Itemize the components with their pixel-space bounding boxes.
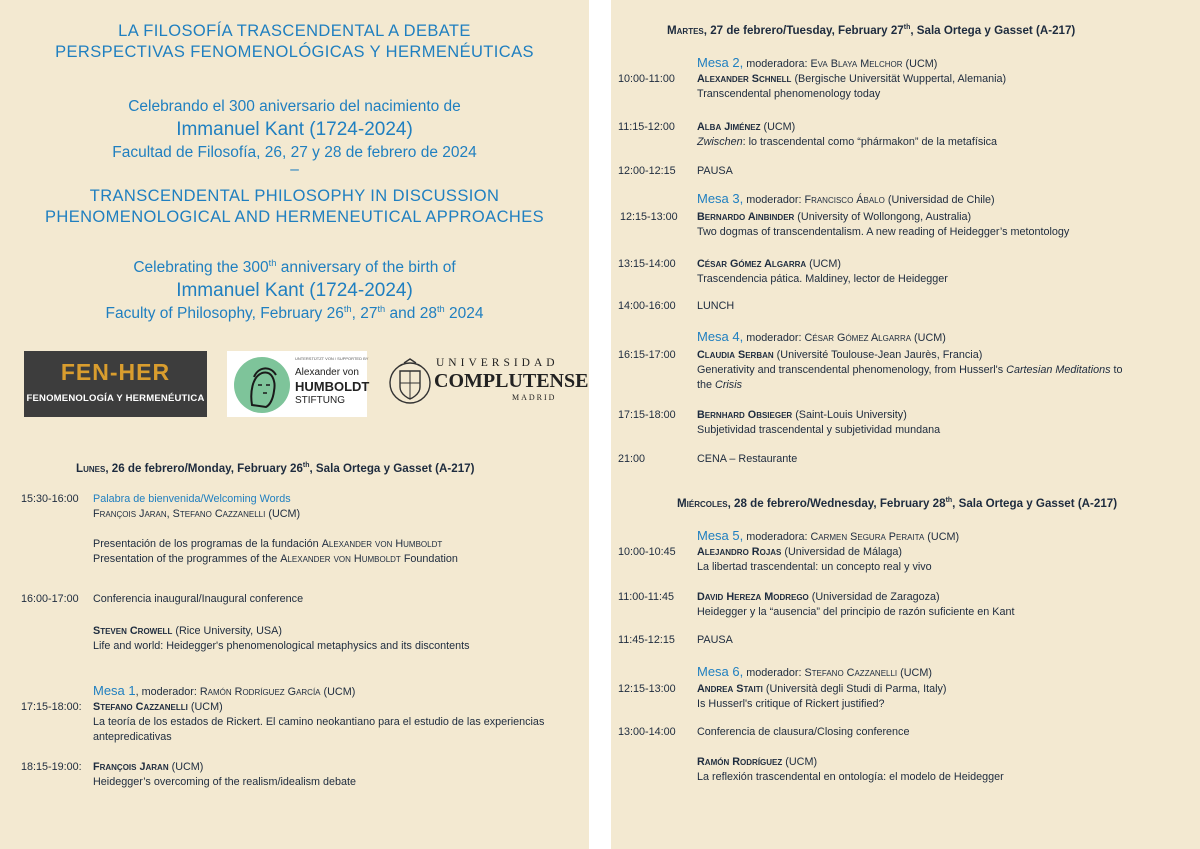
talk-title: Heidegger y la “ausencia” del principio de razón suficiente en Kant: [697, 606, 1015, 618]
talk-title: La teoría de los estados de Rickert. El camino neokantiano para el estudio de las experiencias: [93, 716, 545, 728]
time: 13:15-14:00: [618, 258, 676, 270]
talk-title-cont: the Crisis: [697, 379, 743, 391]
mesa-6-heading: Mesa 6, moderador: Stefano Cazzanelli (UCM): [697, 664, 932, 679]
session-title: Conferencia inaugural/Inaugural conference: [93, 593, 304, 605]
schedule-row-dinner: [618, 452, 1193, 468]
header-es: [0, 21, 589, 63]
schedule-row-serban: [618, 348, 1193, 396]
time: 12:00-12:15: [618, 165, 676, 177]
time: 10:00-10:45: [618, 546, 676, 558]
speaker: Ramón Rodríguez (UCM): [697, 756, 818, 768]
time: 18:15-19:00:: [21, 761, 82, 773]
time: 10:00-11:00: [618, 73, 675, 85]
talk-title: Life and world: Heidegger's phenomenological metaphysics and its discontents: [93, 640, 470, 652]
time: 21:00: [618, 453, 646, 465]
time: 16:00-17:00: [21, 593, 79, 605]
ucm-crest-icon: [388, 355, 432, 411]
schedule-row-closing: [618, 725, 1193, 785]
speaker: Alejandro Rojas (Universidad de Málaga): [697, 546, 903, 558]
right-page: [611, 0, 1200, 849]
monday-heading: Lunes, 26 de febrero/Monday, February 26th, Sala Ortega y Gasset (A-217): [76, 462, 475, 475]
faculty-es: Facultad de Filosofía, 26, 27 y 28 de febrero de 2024: [112, 144, 477, 161]
tuesday-heading: Martes, 27 de febrero/Tuesday, February 27th, Sala Ortega y Gasset (A-217): [667, 24, 1076, 37]
session-title: Conferencia de clausura/Closing conference: [697, 726, 910, 738]
schedule-row-rojas: [618, 545, 1193, 577]
talk-title: Is Husserl's critique of Rickert justified?: [697, 698, 885, 710]
session-title: LUNCH: [697, 300, 735, 312]
time: 16:15-17:00: [618, 349, 676, 361]
mesa-2-heading: Mesa 2, moderadora: Eva Blaya Melchor (UCM): [697, 55, 938, 70]
talk-title: Zwischen: lo trascendental como “phármakon” de la metafísica: [697, 136, 998, 148]
schedule-row-gomez: [618, 257, 1193, 289]
speaker: Alba Jiménez (UCM): [697, 121, 796, 133]
talk-title: La reflexión trascendental en ontología: el modelo de Heidegger: [697, 771, 1004, 783]
mesa-4-heading: Mesa 4, moderador: César Gómez Algarra (UCM): [697, 329, 946, 344]
time: 13:00-14:00: [618, 726, 676, 738]
header-en: [0, 186, 589, 228]
title-en-line1: TRANSCENDENTAL PHILOSOPHY IN DISCUSSION: [89, 187, 500, 205]
schedule-row-cazzanelli: [21, 700, 581, 745]
schedule-row-pausa-1: [618, 164, 1193, 180]
time: 17:15-18:00:: [21, 701, 82, 713]
title-en-line2: PHENOMENOLOGICAL AND HERMENEUTICAL APPROACHES: [44, 208, 545, 226]
schedule-row-pausa-2: [618, 633, 1193, 649]
wednesday-heading: Miércoles, 28 de febrero/Wednesday, February 28th, Sala Ortega y Gasset (A-217): [677, 497, 1118, 510]
schedule-row-obsieger: [618, 408, 1193, 440]
presentation-es: Presentación de los programas de la fundación Alexander von Humboldt: [93, 538, 443, 550]
talk-title: Heidegger’s overcoming of the realism/idealism debate: [93, 776, 357, 788]
talk-title: Trascendencia pática. Maldiney, lector de Heidegger: [697, 273, 948, 285]
left-page: [0, 0, 589, 849]
schedule-row-staiti: [618, 682, 1193, 714]
time: 11:15-12:00: [618, 121, 675, 133]
speaker: Andrea Staiti (Università degli Studi di Parma, Italy): [697, 683, 947, 695]
schedule-row-inaugural: [21, 592, 581, 657]
celebrating-es: Celebrando el 300 aniversario del nacimiento de: [128, 98, 461, 115]
time: 15:30-16:00: [21, 493, 79, 505]
schedule-row-lunch: [618, 299, 1193, 315]
talk-title: Two dogmas of transcendentalism. A new reading of Heidegger’s metontology: [697, 226, 1070, 238]
faculty-en: Faculty of Philosophy, February 26th, 27th and 28th 2024: [105, 303, 484, 322]
kant-en: Immanuel Kant (1724-2024): [176, 280, 413, 301]
talk-title: Transcendental phenomenology today: [697, 88, 881, 100]
speaker: Bernardo Ainbinder (University of Wollongong, Australia): [697, 211, 972, 223]
ucm-logo: UNIVERSIDAD COMPLUTENSE MADRID: [388, 351, 578, 417]
celebration-en: [0, 257, 589, 324]
talk-title: Generativity and transcendental phenomenology, from Husserl's Cartesian Meditations to: [697, 364, 1123, 376]
speaker: Alexander Schnell (Bergische Universität Wuppertal, Alemania): [697, 73, 1007, 85]
title-es-line1: LA FILOSOFÍA TRASCENDENTAL A DEBATE: [118, 22, 471, 40]
schedule-row-welcome: [21, 492, 581, 572]
time: 12:15-13:00: [618, 683, 676, 695]
speaker: François Jaran (UCM): [93, 761, 204, 773]
speakers: François Jaran, Stefano Cazzanelli (UCM): [93, 508, 301, 520]
title-es-line2: PERSPECTIVAS FENOMENOLÓGICAS Y HERMENÉUTICAS: [55, 43, 534, 61]
speaker: Steven Crowell (Rice University, USA): [93, 625, 282, 637]
talk-title: Subjetividad trascendental y subjetividad mundana: [697, 424, 941, 436]
mesa-5-heading: Mesa 5, moderadora: Carmen Segura Peraita (UCM): [697, 528, 960, 543]
humboldt-portrait-icon: [232, 355, 292, 415]
celebration-es: [0, 96, 589, 177]
talk-title: La libertad trascendental: un concepto real y vivo: [697, 561, 932, 573]
speaker: Stefano Cazzanelli (UCM): [93, 701, 223, 713]
speaker: Bernhard Obsieger (Saint-Louis University): [697, 409, 907, 421]
schedule-row-ainbinder: [620, 210, 1193, 242]
schedule-row-schnell: [618, 72, 1193, 104]
time: 17:15-18:00: [618, 409, 676, 421]
session-title: PAUSA: [697, 634, 733, 646]
session-title: PAUSA: [697, 165, 733, 177]
fenher-logo: FEN-HER FENOMENOLOGÍA Y HERMENÉUTICA: [24, 351, 207, 417]
speaker: César Gómez Algarra (UCM): [697, 258, 841, 270]
time: 12:15-13:00: [620, 211, 678, 223]
schedule-row-jaran: [21, 760, 581, 792]
schedule-row-jimenez: [618, 120, 1193, 152]
presentation-en: Presentation of the programmes of the Alexander von Humboldt Foundation: [93, 553, 458, 565]
celebrating-en: Celebrating the 300th anniversary of the birth of: [133, 257, 456, 276]
schedule-row-hereza: [618, 590, 1193, 622]
humboldt-logo: UNTERSTÜTZT VON / SUPPORTED BY Alexander von HUMBOLDT STIFTUNG: [227, 351, 367, 417]
time: 14:00-16:00: [618, 300, 676, 312]
mesa-3-heading: Mesa 3, moderador: Francisco Ábalo (Universidad de Chile): [697, 191, 995, 206]
talk-title-cont: antepredicativas: [93, 731, 172, 743]
speaker: Claudia Serban (Université Toulouse-Jean Jaurès, Francia): [697, 349, 983, 361]
separator-dash: –: [290, 161, 299, 178]
kant-es: Immanuel Kant (1724-2024): [176, 119, 413, 140]
time: 11:45-12:15: [618, 634, 675, 646]
session-title: CENA – Restaurante: [697, 453, 798, 465]
session-title: Palabra de bienvenida/Welcoming Words: [93, 493, 291, 505]
time: 11:00-11:45: [618, 591, 675, 603]
mesa-1-heading: Mesa 1, moderador: Ramón Rodríguez García (UCM): [93, 683, 356, 698]
speaker: David Hereza Modrego (Universidad de Zaragoza): [697, 591, 940, 603]
